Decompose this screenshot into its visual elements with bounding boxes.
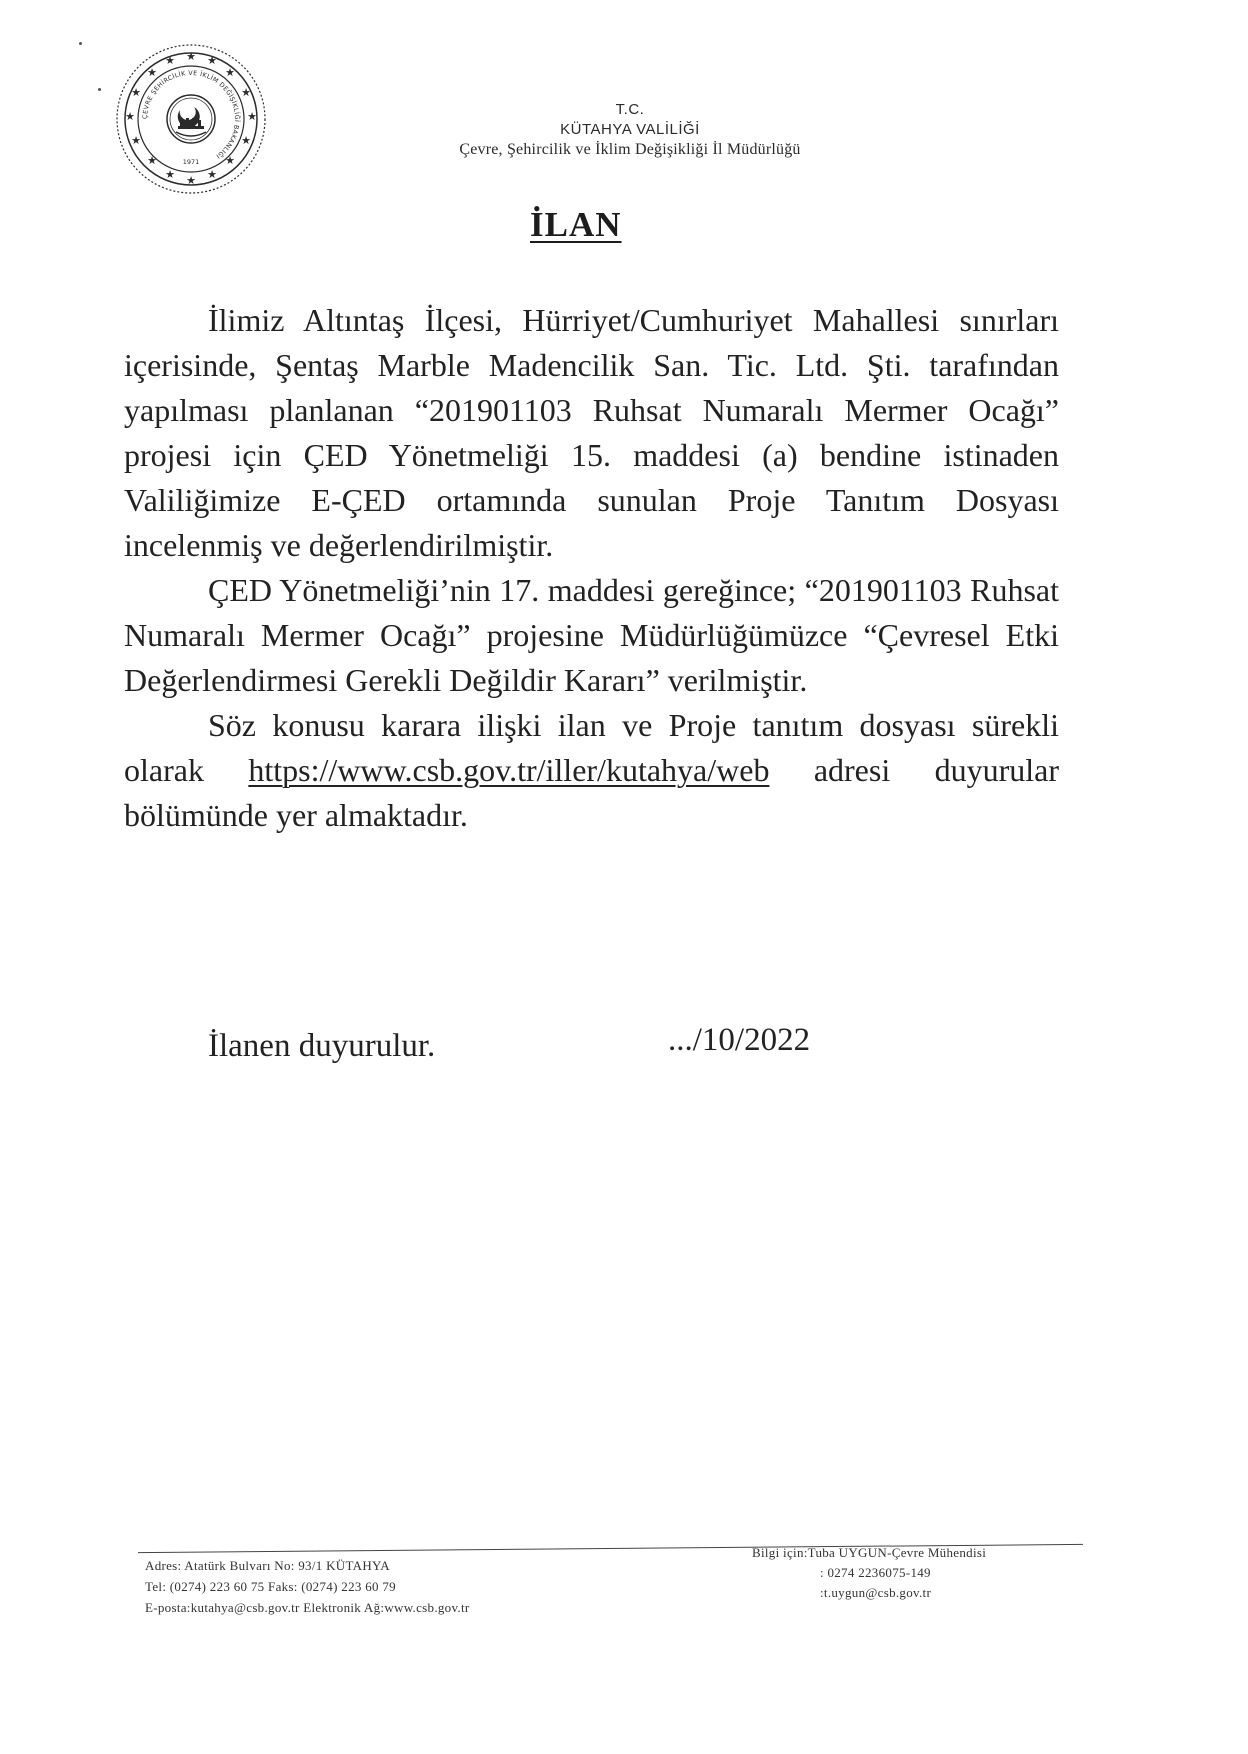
- svg-text:ÇEVRE ŞEHİRCİLİK VE İKLİM DEĞİ: ÇEVRE ŞEHİRCİLİK VE İKLİM DEĞİŞİKLİĞİ BAKANLIĞI: [141, 69, 241, 160]
- document-date: .../10/2022: [668, 1022, 811, 1058]
- svg-text:★: ★: [165, 168, 175, 181]
- paragraph-project-review: İlimiz Altıntaş İlçesi, Hürriyet/Cumhuriyet Mahallesi sınırları içerisinde, Şentaş Marble Madencilik San. Tic. Ltd. Şti. tarafından yapılması planlanan “201901103 Ruhsat Numaralı Mermer Ocağı” projesi için ÇED Yönetmeliği 15. maddesi (a) bendine istinaden Valiliğimize E-ÇED ortamında sunulan Proje Tanıtım Dosyası incelenmiş ve değerlendirilmiştir.: [124, 302, 1059, 563]
- ministry-seal-icon: [112, 40, 270, 198]
- scan-speck: [79, 42, 82, 45]
- svg-text:★: ★: [131, 86, 141, 99]
- footer-contact-phone: : 0274 2236075-149: [820, 1565, 931, 1580]
- closing-statement: İlanen duyurulur.: [208, 1028, 436, 1064]
- svg-text:★: ★: [207, 168, 217, 181]
- paragraph-announcement-tail: adresi duyurular bölümünde yer almaktadır.: [124, 752, 1060, 833]
- paragraph-announcement: [124, 703, 1059, 838]
- document-title: İLAN: [530, 205, 622, 244]
- scan-speck: [98, 88, 101, 91]
- footer-contact-email: :t.uygun@csb.gov.tr: [820, 1585, 932, 1600]
- svg-text:1971: 1971: [182, 158, 200, 166]
- footer-email-web: E-posta:kutahya@csb.gov.tr Elektronik Ağ:www.csb.gov.tr: [145, 1600, 470, 1615]
- svg-text:★: ★: [186, 174, 196, 187]
- svg-text:★: ★: [147, 154, 157, 167]
- svg-text:★: ★: [241, 86, 251, 99]
- paragraph-decision: ÇED Yönetmeliği’nin 17. maddesi gereğince; “201901103 Ruhsat Numaralı Mermer Ocağı” projesine Müdürlüğümüzce “Çevresel Etki Değerlendirmesi Gerekli Değildir Kararı” verilmiştir.: [124, 572, 1059, 698]
- country-label: T.C.: [615, 101, 645, 118]
- svg-text:★: ★: [147, 66, 157, 79]
- svg-text:★: ★: [241, 134, 251, 147]
- svg-text:★: ★: [225, 154, 235, 167]
- directorate-label: Çevre, Şehircilik ve İklim Değişikliği İl Müdürlüğü: [459, 141, 801, 158]
- footer-contact-office: [145, 1555, 470, 1618]
- footer-contact-name: Bilgi için:Tuba UYGUN-Çevre Mühendisi: [752, 1545, 987, 1560]
- svg-text:★: ★: [247, 110, 257, 123]
- footer-phone-fax: Tel: (0274) 223 60 75 Faks: (0274) 223 60 79: [145, 1579, 396, 1594]
- svg-text:★: ★: [165, 54, 175, 67]
- document-body: [124, 298, 1059, 838]
- svg-text:★: ★: [186, 50, 196, 63]
- footer-address: Adres: Atatürk Bulvarı No: 93/1 KÜTAHYA: [145, 1558, 390, 1573]
- announcement-link[interactable]: https://www.csb.gov.tr/iller/kutahya/web: [248, 752, 770, 788]
- svg-text:★: ★: [125, 110, 135, 123]
- svg-text:★: ★: [207, 54, 217, 67]
- svg-text:★: ★: [131, 134, 141, 147]
- svg-text:★: ★: [225, 66, 235, 79]
- paragraph-announcement-lead: Söz konusu karara ilişki ilan ve Proje tanıtım dosyası sürekli olarak: [124, 707, 1059, 788]
- letterhead: [380, 100, 880, 160]
- footer-contact-person: [752, 1543, 986, 1603]
- governorship-label: KÜTAHYA VALİLİĞİ: [560, 121, 700, 138]
